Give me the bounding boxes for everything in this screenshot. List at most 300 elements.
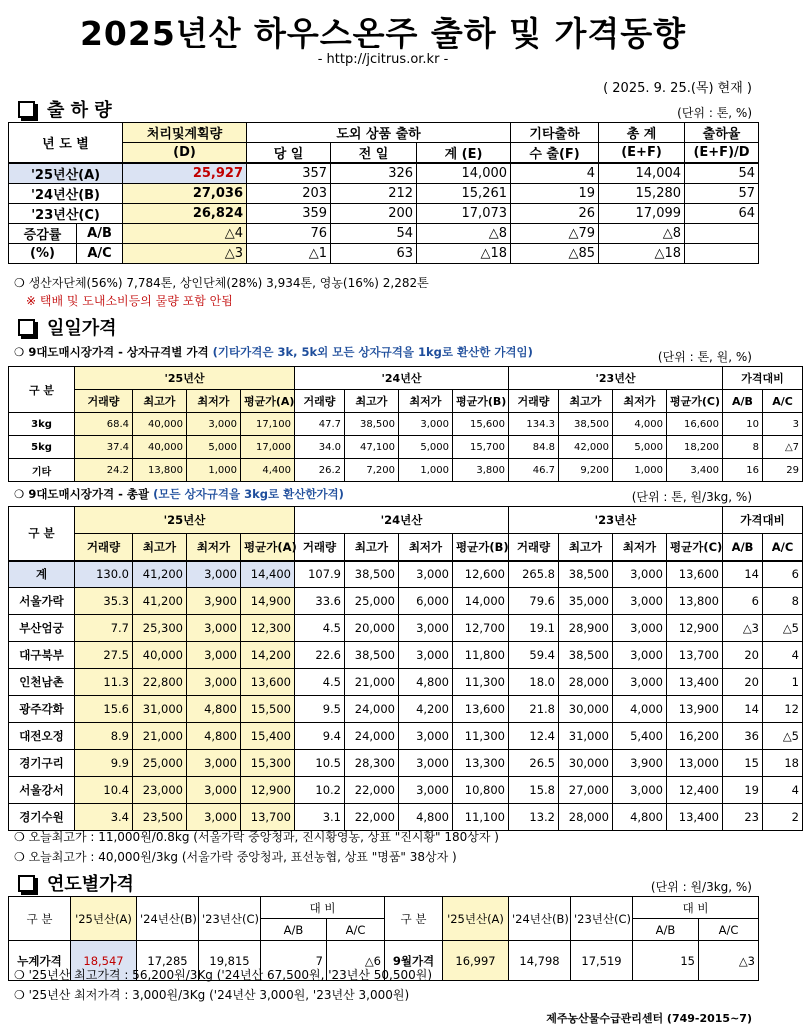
cell-max25: 40,000 [133, 436, 187, 459]
sum-value: △8 [599, 224, 685, 244]
ab-header: A/B [723, 390, 763, 413]
processed-value: △3 [123, 244, 247, 264]
today-value: 76 [247, 224, 331, 244]
cell-avg23: 13,600 [667, 561, 723, 588]
total-value: △18 [417, 244, 511, 264]
cell-max23: 38,500 [559, 413, 613, 436]
today-value: 357 [247, 163, 331, 184]
rate-value: 54 [685, 163, 759, 184]
cell-max23: 30,000 [559, 750, 613, 777]
report-date: ( 2025. 9. 25.(목) 현재 ) [603, 81, 752, 96]
cell-min25: 3,000 [187, 642, 241, 669]
rate-value: 64 [685, 204, 759, 224]
rate-value: 57 [685, 184, 759, 204]
year24-header: '24년산 [295, 507, 509, 534]
cell-v25: 3.4 [75, 804, 133, 831]
min-header: 최저가 [613, 534, 667, 561]
export-value: △79 [511, 224, 599, 244]
ac-header: A/C [699, 919, 759, 941]
cell-ac: △5 [763, 615, 803, 642]
cell-min23: 4,000 [613, 413, 667, 436]
cell-min25: 3,000 [187, 750, 241, 777]
cell-v25: 9.9 [75, 750, 133, 777]
row-label: '24년산(B) [9, 184, 123, 204]
daily-section-title: 일일가격 [18, 314, 117, 340]
max-header: 최고가 [559, 390, 613, 413]
max-price-note: ❍ 오늘최고가 : 11,000원/0.8kg (서울가락 중앙청과, 진시황영농, 상표 "진시황" 180상자 ) [14, 830, 499, 844]
cell-min25: 3,000 [187, 561, 241, 588]
cell-ac: △7 [763, 436, 803, 459]
prev-header: 전 일 [331, 143, 417, 164]
cell-ab: 36 [723, 723, 763, 750]
shipment-unit: (단위 : 톤, %) [677, 106, 752, 120]
cell-max23: 35,000 [559, 588, 613, 615]
cell-ab: 19 [723, 777, 763, 804]
cell-ab: 15 [723, 750, 763, 777]
year25-header: '25년산 [75, 367, 295, 390]
cell-max23: 28,000 [559, 804, 613, 831]
ab-header: A/B [261, 919, 327, 941]
export-value: 19 [511, 184, 599, 204]
other-header: 기타출하 [511, 123, 599, 143]
cell-avg25: 17,000 [241, 436, 295, 459]
vol-header: 거래량 [509, 534, 559, 561]
cell-max24: 22,000 [345, 777, 399, 804]
cell-avg24: 3,800 [453, 459, 509, 482]
min-header: 최저가 [187, 390, 241, 413]
cell-max23: 9,200 [559, 459, 613, 482]
cell-avg23: 13,900 [667, 696, 723, 723]
row-label: 3kg [9, 413, 75, 436]
ab-header: A/B [633, 919, 699, 941]
min-header: 최저가 [399, 534, 453, 561]
cell-avg25: 12,900 [241, 777, 295, 804]
cell-max23: 30,000 [559, 696, 613, 723]
compare-header: 대 비 [261, 897, 385, 919]
today-header: 당 일 [247, 143, 331, 164]
cell-max25: 21,000 [133, 723, 187, 750]
cell-avg24: 10,800 [453, 777, 509, 804]
cell-avg25: 15,500 [241, 696, 295, 723]
cell-v23: 84.8 [509, 436, 559, 459]
cell-ac: 18 [763, 750, 803, 777]
rate-header: 출하율 [685, 123, 759, 143]
cell-min25: 3,000 [187, 413, 241, 436]
cell-min23: 5,000 [613, 436, 667, 459]
value-c: 17,519 [571, 941, 633, 981]
table-row [9, 615, 803, 642]
cell-min23: 4,800 [613, 804, 667, 831]
cell-avg23: 13,400 [667, 804, 723, 831]
size-price-subtitle: ❍ 9대도매시장가격 - 상자규격별 가격 (기타가격은 3k, 5k외 모든 상자규격을 1kg로 환산한 가격임) [14, 345, 533, 359]
row-label: 부산엄궁 [9, 615, 75, 642]
cell-avg24: 13,300 [453, 750, 509, 777]
cell-max24: 20,000 [345, 615, 399, 642]
cell-ac: 8 [763, 588, 803, 615]
cell-max24: 21,000 [345, 669, 399, 696]
footer-credit: 제주농산물수급관리센터 (749-2015~7) [546, 1012, 752, 1025]
checkbox-icon [18, 101, 35, 118]
row-label: 대전오정 [9, 723, 75, 750]
cell-ac: △5 [763, 723, 803, 750]
row-label: '25년산(A) [9, 163, 123, 184]
cell-avg24: 15,700 [453, 436, 509, 459]
cell-v24: 9.4 [295, 723, 345, 750]
cell-ac: 4 [763, 777, 803, 804]
cell-max23: 31,000 [559, 723, 613, 750]
prev-value: 54 [331, 224, 417, 244]
cell-avg25: 15,400 [241, 723, 295, 750]
cell-v25: 68.4 [75, 413, 133, 436]
cell-min24: 3,000 [399, 750, 453, 777]
col-label-header: 구 분 [9, 897, 71, 941]
processed-value: 25,927 [123, 163, 247, 184]
cell-min23: 5,400 [613, 723, 667, 750]
rate-value [685, 224, 759, 244]
cell-v25: 27.5 [75, 642, 133, 669]
cell-v24: 9.5 [295, 696, 345, 723]
total-value: 15,261 [417, 184, 511, 204]
cell-v23: 13.2 [509, 804, 559, 831]
cell-max24: 38,500 [345, 561, 399, 588]
cell-v24: 33.6 [295, 588, 345, 615]
cell-v25: 130.0 [75, 561, 133, 588]
market-price-subtitle: ❍ 9대도매시장가격 - 총괄 (모든 상자규격을 3kg로 환산한가격) [14, 487, 344, 501]
ab-header: A/B [723, 534, 763, 561]
cell-max25: 31,000 [133, 696, 187, 723]
max-header: 최고가 [133, 390, 187, 413]
cell-ab: 23 [723, 804, 763, 831]
cell-v24: 34.0 [295, 436, 345, 459]
cell-avg24: 12,600 [453, 561, 509, 588]
value-ac: △6 [327, 941, 385, 981]
export-value: △85 [511, 244, 599, 264]
cell-min23: 4,000 [613, 696, 667, 723]
avg-header: 평균가(A) [241, 390, 295, 413]
table-row [9, 413, 803, 436]
table-row [9, 224, 759, 244]
cell-v25: 8.9 [75, 723, 133, 750]
cell-avg24: 11,300 [453, 723, 509, 750]
cell-max25: 25,000 [133, 750, 187, 777]
cell-v23: 265.8 [509, 561, 559, 588]
row-label: 경기구리 [9, 750, 75, 777]
vol-header: 거래량 [75, 390, 133, 413]
cell-min23: 3,000 [613, 561, 667, 588]
cell-max25: 40,000 [133, 413, 187, 436]
vol-header: 거래량 [295, 390, 345, 413]
row-label: 서울강서 [9, 777, 75, 804]
change-ratio-label: A/C [77, 244, 123, 264]
cell-ab: 14 [723, 561, 763, 588]
cell-v23: 59.4 [509, 642, 559, 669]
table-row [9, 184, 759, 204]
year-header: 년 도 별 [9, 123, 123, 164]
compare-header: 대 비 [633, 897, 759, 919]
cell-ab: 8 [723, 436, 763, 459]
today-value: 203 [247, 184, 331, 204]
sum-sub-header: (E+F) [599, 143, 685, 164]
value-a: 18,547 [71, 941, 137, 981]
cell-max25: 22,800 [133, 669, 187, 696]
cell-max23: 28,900 [559, 615, 613, 642]
row-label: 광주각화 [9, 696, 75, 723]
avg-header: 평균가(C) [667, 534, 723, 561]
table-row [9, 244, 759, 264]
season-max-note: ❍ '25년산 최고가격 : 56,200원/3Kg ('24년산 67,500원, '23년산 50,500원) [14, 968, 433, 982]
cell-v23: 21.8 [509, 696, 559, 723]
total-value: △8 [417, 224, 511, 244]
row-label: 계 [9, 561, 75, 588]
table-row [9, 777, 803, 804]
cell-avg25: 14,200 [241, 642, 295, 669]
row-label: 기타 [9, 459, 75, 482]
cell-avg25: 13,700 [241, 804, 295, 831]
page-title: 2025년산 하우스온주 출하 및 가격동향 [79, 14, 687, 53]
shipment-table [8, 122, 759, 264]
row-label: 5kg [9, 436, 75, 459]
cell-avg23: 13,800 [667, 588, 723, 615]
cell-max24: 38,500 [345, 413, 399, 436]
cell-avg25: 13,600 [241, 669, 295, 696]
row-label: 대구북부 [9, 642, 75, 669]
cell-ab: △3 [723, 615, 763, 642]
cell-ab: 14 [723, 696, 763, 723]
cell-v25: 15.6 [75, 696, 133, 723]
cell-max23: 28,000 [559, 669, 613, 696]
avg-header: 평균가(B) [453, 534, 509, 561]
cell-v24: 107.9 [295, 561, 345, 588]
table-row [9, 750, 803, 777]
cell-ac: 3 [763, 413, 803, 436]
table-row [9, 588, 803, 615]
cell-min24: 6,000 [399, 588, 453, 615]
cell-min25: 3,000 [187, 615, 241, 642]
cell-avg23: 13,000 [667, 750, 723, 777]
cell-min23: 3,000 [613, 588, 667, 615]
year24-header: '24년산 [295, 367, 509, 390]
cell-ab: 16 [723, 459, 763, 482]
cumulative-label: 누계가격 [9, 941, 71, 981]
cell-avg24: 11,300 [453, 669, 509, 696]
cell-min24: 4,800 [399, 804, 453, 831]
cell-min25: 4,800 [187, 696, 241, 723]
cell-min24: 3,000 [399, 723, 453, 750]
processed-value: 26,824 [123, 204, 247, 224]
cell-min24: 4,800 [399, 669, 453, 696]
site-url[interactable]: - http://jcitrus.or.kr - [317, 52, 449, 67]
cell-min23: 3,000 [613, 642, 667, 669]
value-b: 17,285 [137, 941, 199, 981]
total-header: 계 (E) [417, 143, 511, 164]
total-value: 17,073 [417, 204, 511, 224]
prev-value: 326 [331, 163, 417, 184]
checkbox-icon [18, 319, 35, 336]
cell-min23: 3,900 [613, 750, 667, 777]
season-min-note: ❍ '25년산 최저가격 : 3,000원/3Kg ('24년산 3,000원, '23년산 3,000원) [14, 988, 410, 1002]
year25-header: '25년산 [75, 507, 295, 534]
cell-min23: 1,000 [613, 459, 667, 482]
table-row [9, 642, 803, 669]
cell-max24: 47,100 [345, 436, 399, 459]
cell-ac: 6 [763, 561, 803, 588]
table-row [9, 204, 759, 224]
value-ab: 7 [261, 941, 327, 981]
vol-header: 거래량 [75, 534, 133, 561]
ac-header: A/C [763, 390, 803, 413]
cell-min25: 3,900 [187, 588, 241, 615]
cell-ac: 12 [763, 696, 803, 723]
value-ab: 15 [633, 941, 699, 981]
ac-header: A/C [763, 534, 803, 561]
cell-avg24: 14,000 [453, 588, 509, 615]
processed-sub-header: (D) [123, 143, 247, 164]
processed-value: △4 [123, 224, 247, 244]
yearly-unit: (단위 : 원/3kg, %) [650, 880, 752, 894]
cell-avg23: 3,400 [667, 459, 723, 482]
cell-avg23: 16,200 [667, 723, 723, 750]
cell-v25: 11.3 [75, 669, 133, 696]
prev-value: 200 [331, 204, 417, 224]
cell-ab: 20 [723, 642, 763, 669]
cell-avg24: 11,100 [453, 804, 509, 831]
cell-avg23: 13,700 [667, 642, 723, 669]
cell-v24: 22.6 [295, 642, 345, 669]
cell-max25: 13,800 [133, 459, 187, 482]
year23-header: '23년산(C) [199, 897, 261, 941]
prev-value: 63 [331, 244, 417, 264]
avg-header: 평균가(A) [241, 534, 295, 561]
sum-header: 총 계 [599, 123, 685, 143]
cell-ac: 1 [763, 669, 803, 696]
cell-avg25: 17,100 [241, 413, 295, 436]
year23-header: '23년산(C) [571, 897, 633, 941]
compare-header: 가격대비 [723, 367, 803, 390]
change-label: (%) [9, 244, 77, 264]
total-value: 14,000 [417, 163, 511, 184]
size-price-unit: (단위 : 톤, 원, %) [657, 350, 752, 364]
cell-v23: 19.1 [509, 615, 559, 642]
table-row [9, 561, 803, 588]
market-price-unit: (단위 : 톤, 원/3kg, %) [631, 490, 752, 504]
cell-max24: 7,200 [345, 459, 399, 482]
table-row [9, 459, 803, 482]
row-label: 인천남촌 [9, 669, 75, 696]
cell-max25: 41,200 [133, 561, 187, 588]
cell-v23: 18.0 [509, 669, 559, 696]
cell-avg23: 12,400 [667, 777, 723, 804]
cell-avg24: 11,800 [453, 642, 509, 669]
value-a: 16,997 [443, 941, 509, 981]
cell-avg23: 18,200 [667, 436, 723, 459]
table-row [9, 436, 803, 459]
cell-v24: 10.2 [295, 777, 345, 804]
year25-header: '25년산(A) [443, 897, 509, 941]
year24-header: '24년산(B) [509, 897, 571, 941]
today-value: △1 [247, 244, 331, 264]
cell-max23: 27,000 [559, 777, 613, 804]
cell-min23: 3,000 [613, 669, 667, 696]
cell-avg23: 13,400 [667, 669, 723, 696]
change-label: 증감률 [9, 224, 77, 244]
value-c: 19,815 [199, 941, 261, 981]
col-label-header: 구 분 [9, 507, 75, 561]
max-header: 최고가 [133, 534, 187, 561]
shipment-section-title: 출 하 량 [18, 96, 112, 122]
export-value: 4 [511, 163, 599, 184]
min-header: 최저가 [399, 390, 453, 413]
cell-min23: 3,000 [613, 615, 667, 642]
cell-min24: 3,000 [399, 615, 453, 642]
vol-header: 거래량 [295, 534, 345, 561]
cell-min25: 4,800 [187, 723, 241, 750]
table-row [9, 669, 803, 696]
cell-max24: 24,000 [345, 696, 399, 723]
year25-header: '25년산(A) [71, 897, 137, 941]
cell-v24: 4.5 [295, 615, 345, 642]
cell-max25: 40,000 [133, 642, 187, 669]
col-label-header: 구 분 [9, 367, 75, 413]
compare-header: 가격대비 [723, 507, 803, 534]
cell-v23: 15.8 [509, 777, 559, 804]
cell-v23: 79.6 [509, 588, 559, 615]
avg-header: 평균가(C) [667, 390, 723, 413]
cell-min24: 1,000 [399, 459, 453, 482]
cell-v25: 37.4 [75, 436, 133, 459]
change-ratio-label: A/B [77, 224, 123, 244]
processed-header: 처리및계획량 [123, 123, 247, 143]
max-header: 최고가 [559, 534, 613, 561]
cell-avg24: 13,600 [453, 696, 509, 723]
exclusion-note: ※ 택배 및 도내소비등의 물량 포함 안됨 [26, 294, 233, 308]
cell-v25: 35.3 [75, 588, 133, 615]
cell-avg23: 16,600 [667, 413, 723, 436]
cell-avg25: 15,300 [241, 750, 295, 777]
col-label-header: 구 분 [385, 897, 443, 941]
cell-avg25: 14,900 [241, 588, 295, 615]
cell-ac: 29 [763, 459, 803, 482]
producer-note: ❍ 생산자단체(56%) 7,784톤, 상인단체(28%) 3,934톤, 영농(16%) 2,282톤 [14, 276, 429, 290]
cell-max25: 23,000 [133, 777, 187, 804]
processed-value: 27,036 [123, 184, 247, 204]
cell-avg25: 12,300 [241, 615, 295, 642]
cell-min23: 3,000 [613, 777, 667, 804]
min-header: 최저가 [613, 390, 667, 413]
size-price-table [8, 366, 803, 482]
table-row [9, 804, 803, 831]
cell-v24: 26.2 [295, 459, 345, 482]
cell-v24: 4.5 [295, 669, 345, 696]
cell-v23: 134.3 [509, 413, 559, 436]
cell-ab: 10 [723, 413, 763, 436]
table-row [9, 696, 803, 723]
cell-avg23: 12,900 [667, 615, 723, 642]
cell-min24: 4,200 [399, 696, 453, 723]
cell-v25: 24.2 [75, 459, 133, 482]
cell-v23: 26.5 [509, 750, 559, 777]
cell-max24: 22,000 [345, 804, 399, 831]
cell-min24: 3,000 [399, 413, 453, 436]
cell-max25: 41,200 [133, 588, 187, 615]
cell-min24: 5,000 [399, 436, 453, 459]
cell-v25: 10.4 [75, 777, 133, 804]
cell-min25: 3,000 [187, 804, 241, 831]
cell-min25: 5,000 [187, 436, 241, 459]
month-label: 9월가격 [385, 941, 443, 981]
cell-max24: 38,500 [345, 642, 399, 669]
avg-header: 평균가(B) [453, 390, 509, 413]
cell-v23: 46.7 [509, 459, 559, 482]
